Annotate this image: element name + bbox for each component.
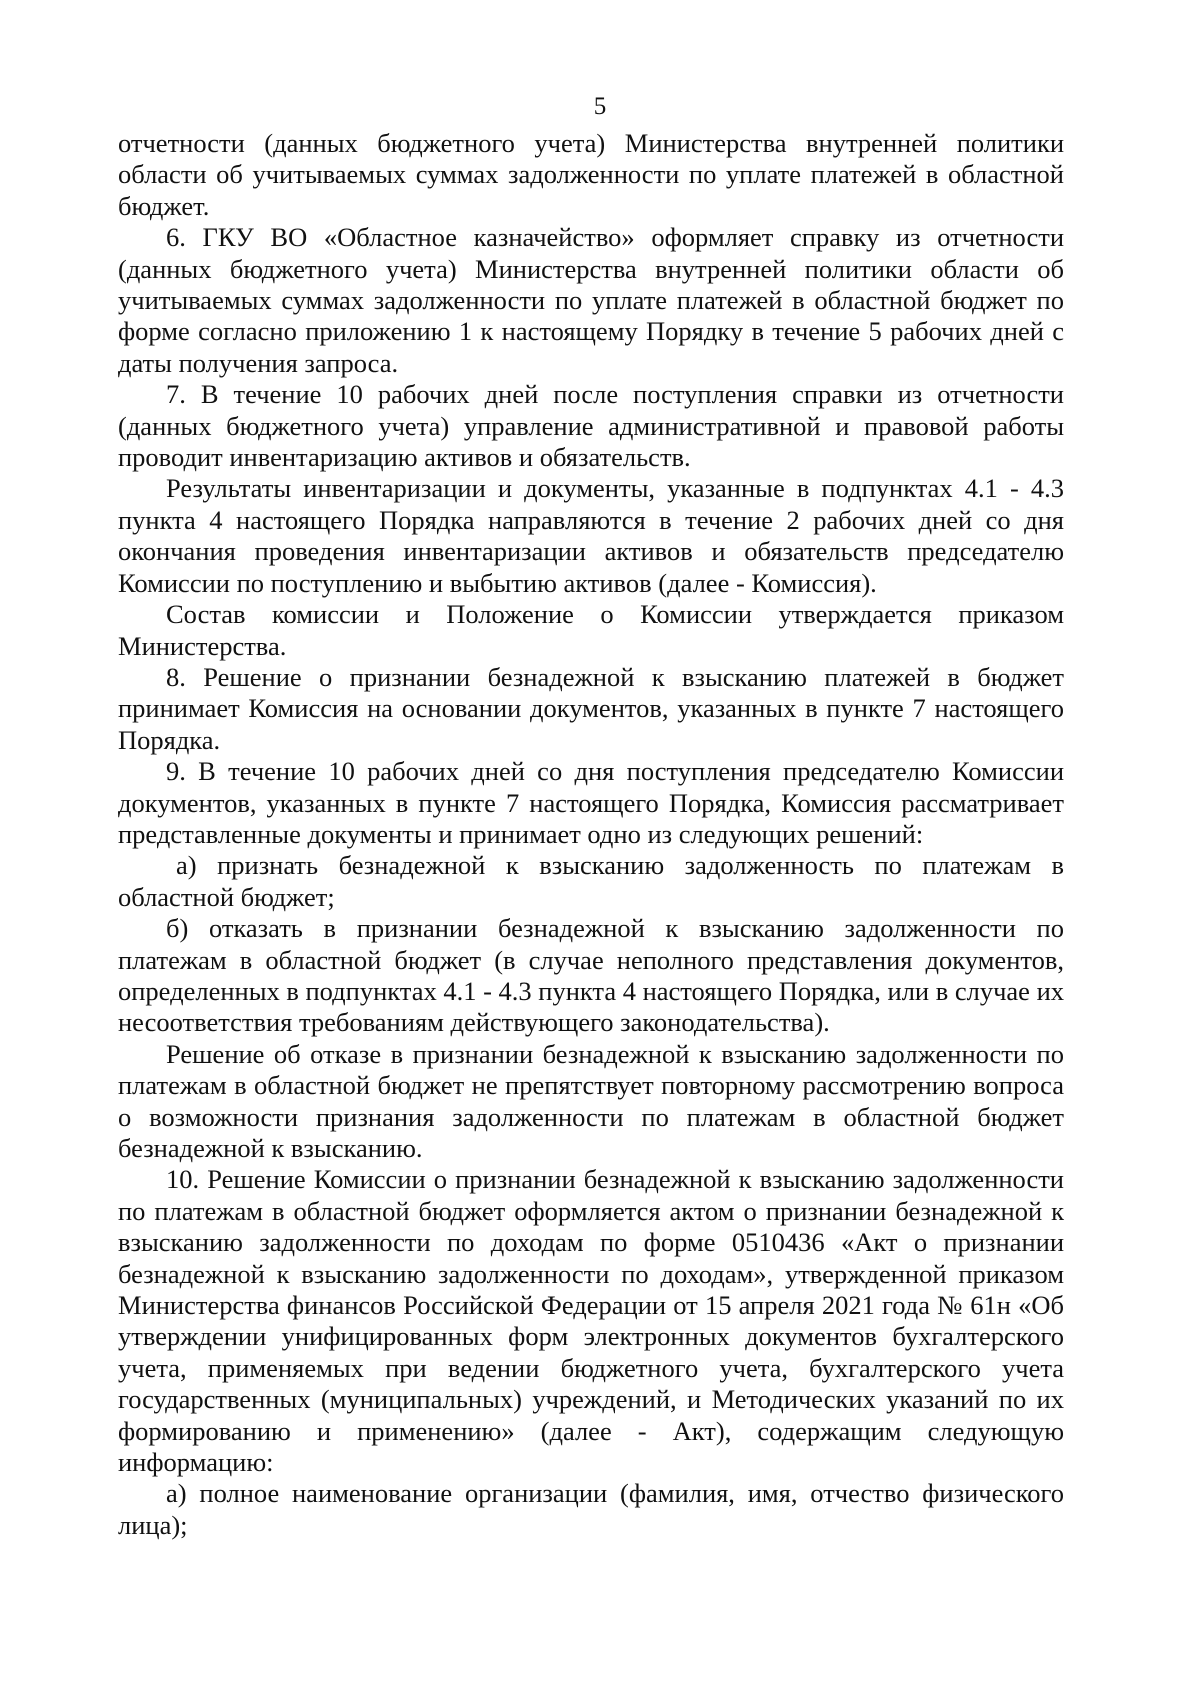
paragraph-item-9: 9. В течение 10 рабочих дней со дня поступления председателю Комиссии документов, указанных в пункте 7 настоящего Порядка, Комиссия рассматривает представленные документы и принимает одно из следующих решений: xyxy=(118,756,1064,849)
page-number: 5 xyxy=(593,93,607,120)
paragraph-item-7: 7. В течение 10 рабочих дней после поступления справки из отчетности (данных бюджетного учета) управление административной и правовой работы проводит инвентаризацию активов и обязательств. xyxy=(118,379,1064,473)
paragraph-continuation: отчетности (данных бюджетного учета) Министерства внутренней политики области об учитываемых суммах задолженности по уплате платежей в областной бюджет. xyxy=(118,128,1064,221)
document-body xyxy=(118,128,1064,1541)
paragraph-item-6: 6. ГКУ ВО «Областное казначейство» оформляет справку из отчетности (данных бюджетного учета) Министерства внутренней политики области об учитываемых суммах задолженности по уплате платежей в областной бюджет по форме согласно приложению 1 к настоящему Порядку в течение 5 рабочих дней с даты получения запроса. xyxy=(118,222,1064,378)
paragraph-item-9-a: а) признать безнадежной к взысканию задолженность по платежам в областной бюджет; xyxy=(118,850,1064,912)
paragraph-item-8: 8. Решение о признании безнадежной к взысканию платежей в бюджет принимает Комиссия на основании документов, указанных в пункте 7 настоящего Порядка. xyxy=(118,661,1064,755)
paragraph-inventory-results: Результаты инвентаризации и документы, указанные в подпунктах 4.1 - 4.3 пункта 4 настоящего Порядка направляются в течение 2 рабочих дней со дня окончания проведения инвентаризации активов и обязательств председателю Комиссии по поступлению и выбытию активов (далее - Комиссия). xyxy=(118,473,1064,598)
paragraph-item-10: 10. Решение Комиссии о признании безнадежной к взысканию задолженности по платежам в областной бюджет оформляется актом о признании безнадежной к взысканию задолженности по доходам по форме 0510436 «Акт о признании безнадежной к взысканию задолженности по доходам», утвержденной приказом Министерства финансов Российской Федерации от 15 апреля 2021 года № 61н «Об утверждении унифицированных форм электронных документов бухгалтерского учета, применяемых при ведении бюджетного учета, бухгалтерского учета государственных (муниципальных) учреждений, и Методических указаний по их формированию и применению» (далее - Акт), содержащим следующую информацию: xyxy=(118,1164,1064,1478)
paragraph-commission-composition: Состав комиссии и Положение о Комиссии утверждается приказом Министерства. xyxy=(118,599,1064,661)
paragraph-item-9-b: б) отказать в признании безнадежной к взысканию задолженности по платежам в областной бюджет (в случае неполного представления документов, определенных в подпунктах 4.1 - 4.3 пункта 4 настоящего Порядка, или в случае их несоответствия требованиям действующего законодательства). xyxy=(118,913,1065,1038)
paragraph-item-10-a: а) полное наименование организации (фамилия, имя, отчество физического лица); xyxy=(118,1478,1064,1540)
paragraph-refusal-decision: Решение об отказе в признании безнадежной к взысканию задолженности по платежам в областной бюджет не препятствует повторному рассмотрению вопроса о возможности признания задолженности по платежам в областной бюджет безнадежной к взысканию. xyxy=(118,1038,1064,1163)
